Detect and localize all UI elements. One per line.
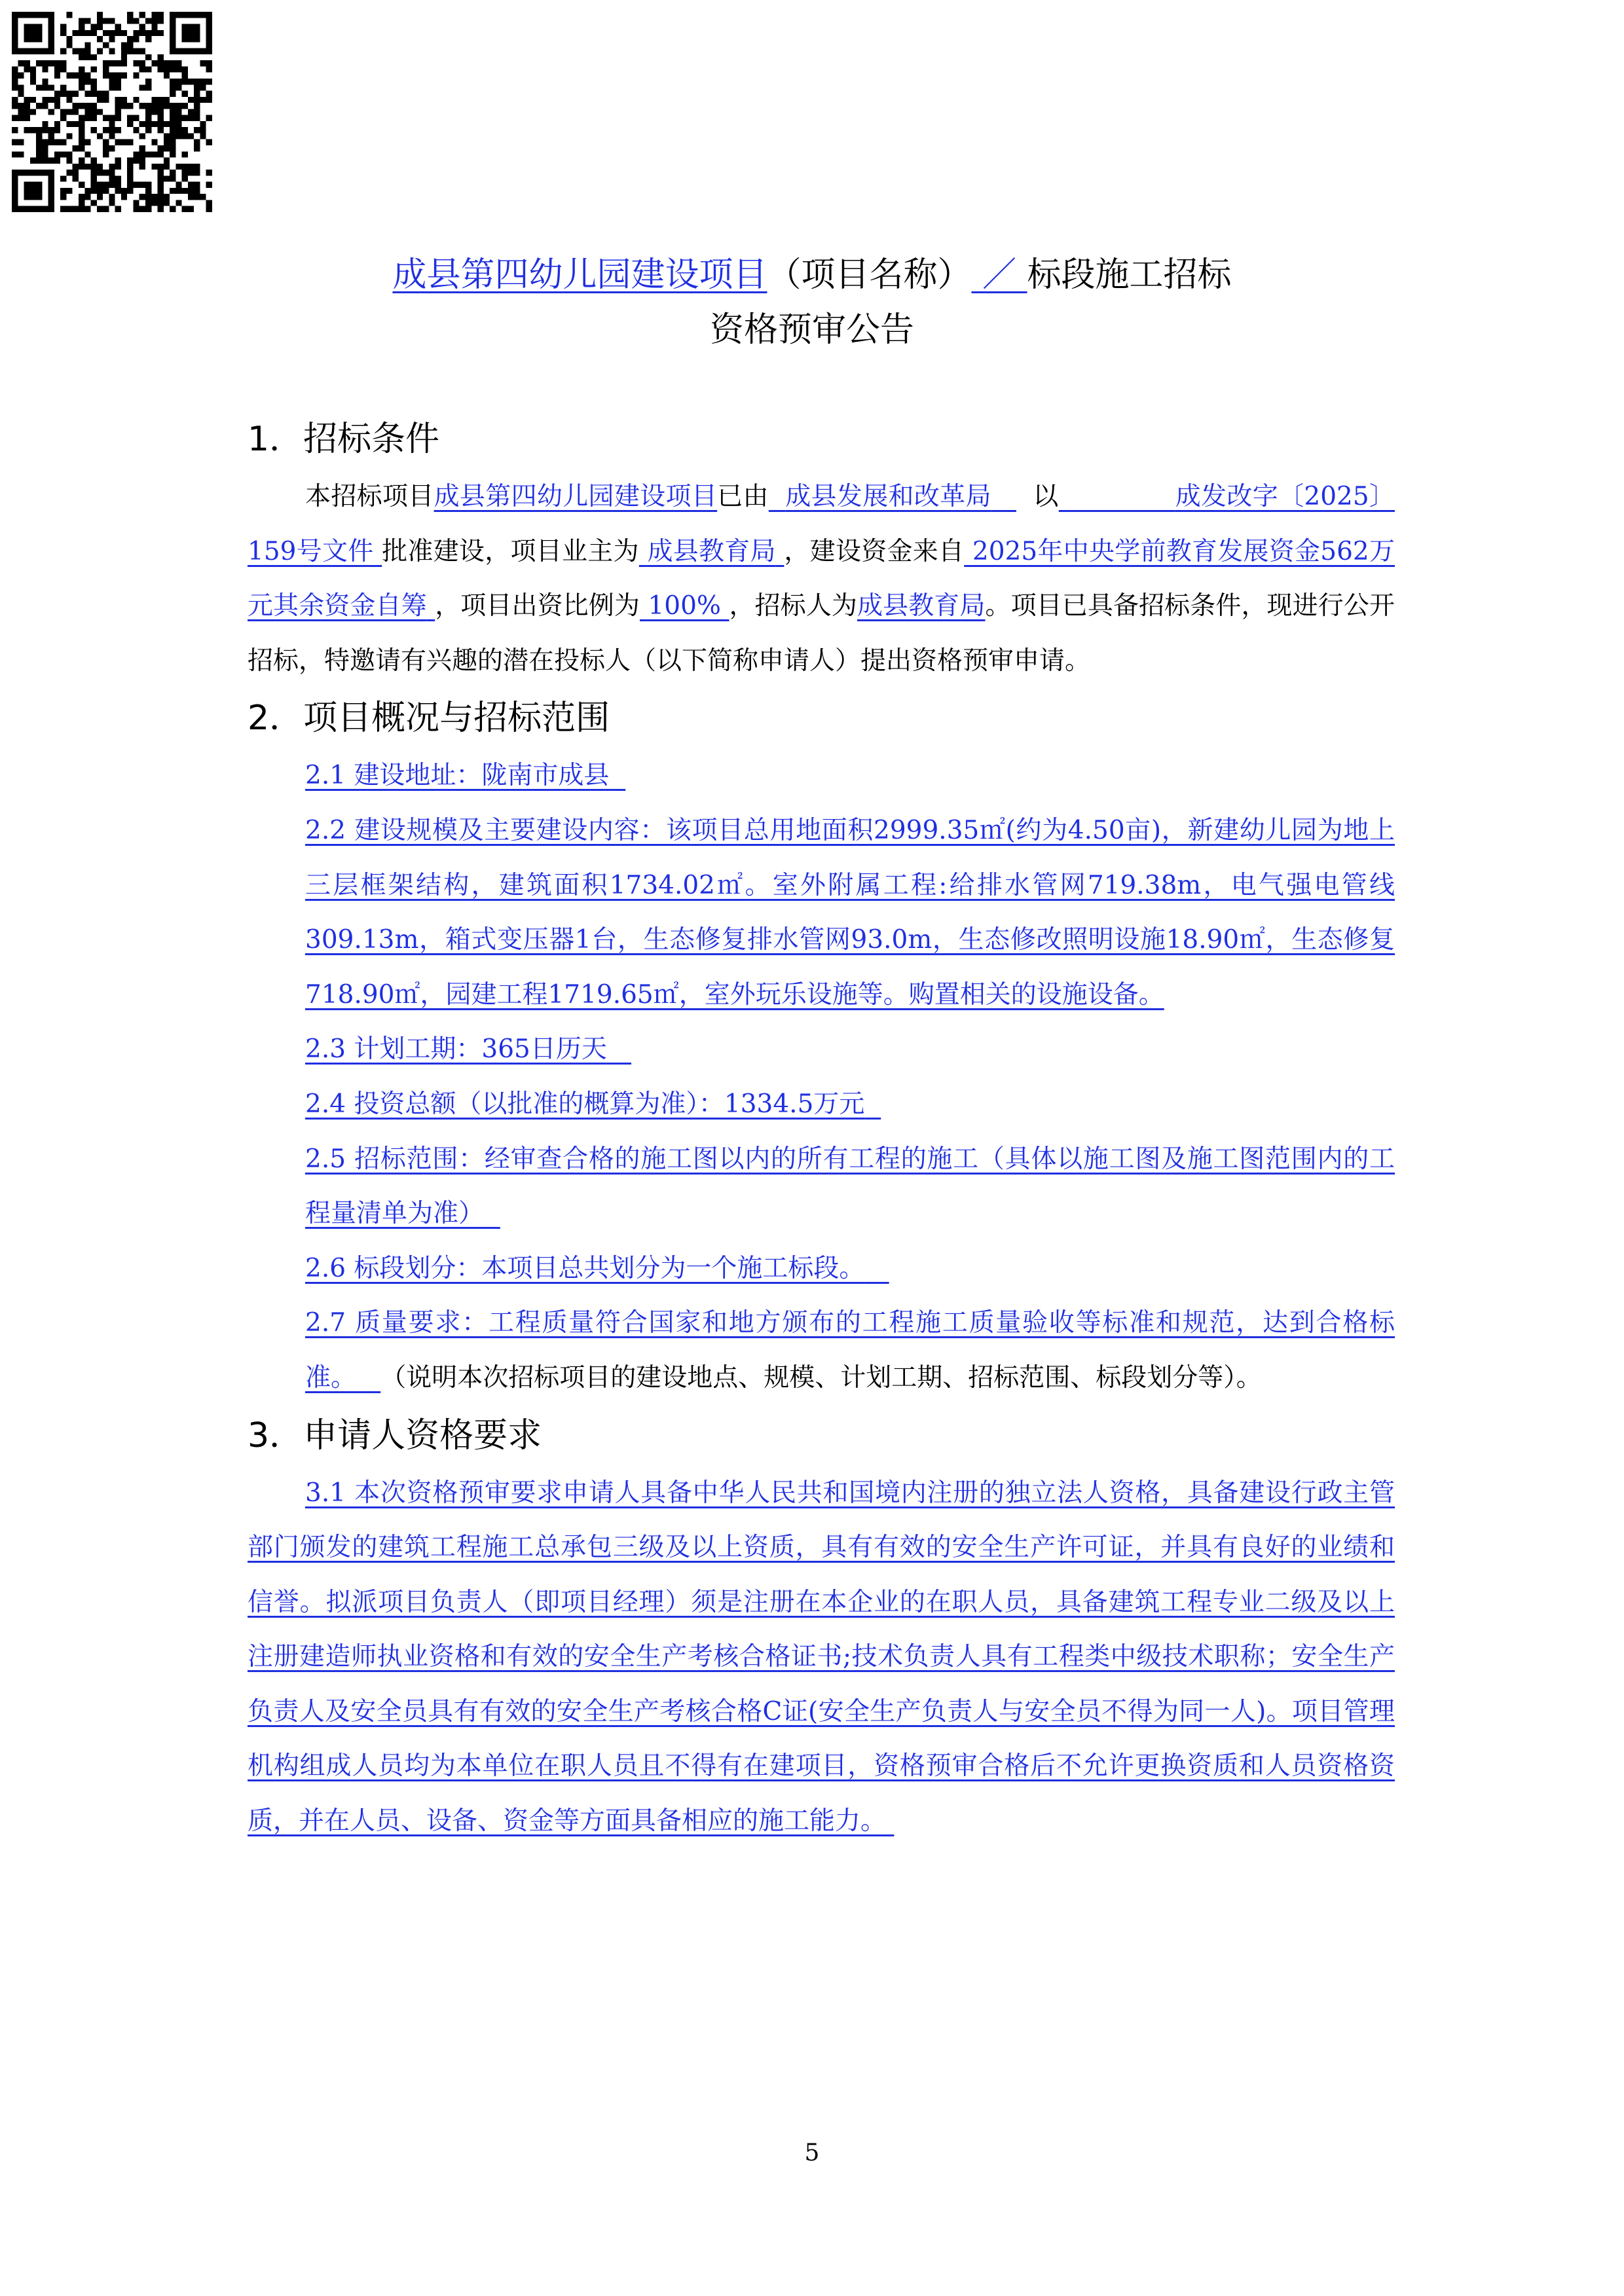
title-project-note: （项目名称） (767, 255, 972, 295)
title-section-suffix: 标段施工招标 (1027, 255, 1232, 295)
section-1-heading: 1．招标条件 (248, 420, 440, 459)
page-number: 5 (804, 2140, 820, 2166)
item-2-1: 2.1 建设地址：陇南市成县 (305, 761, 610, 791)
item-2-3: 2.3 计划工期：365日历天 (305, 1034, 607, 1065)
item-2-6: 2.6 标段划分：本项目总共划分为一个施工标段。 (305, 1253, 865, 1283)
title-section: ／ (982, 255, 1017, 295)
item-2-7: 2.7 质量要求：工程质量符合国家和地方颁布的工程施工质量验收等标准和规范，达到合格标准。 （说明本次招标项目的建设地点、规模、计划工期、招标范围、标段划分等）。 (305, 1308, 1395, 1393)
qr-code (12, 12, 212, 212)
section-2-heading: 2．项目概况与招标范围 (248, 699, 610, 738)
document-body (248, 409, 1395, 1849)
section-1-paragraph: 本招标项目成县第四幼儿园建设项目已由 成县发展和改革局 以 成发改字〔2025〕159号文件 批准建设，项目业主为 成县教育局 ，建设资金来自 2025年中央学前教育发展资金562万元其余资金自筹 ，项目出资比例为 100% ，招标人为成县教育局。项目已具备招标条件，现进行公开招标，特邀请有兴趣的潜在投标人（以下简称申请人）提出资格预审申请。 (248, 482, 1395, 676)
section-3-heading: 3．申请人资格要求 (248, 1415, 542, 1455)
document-title (0, 247, 1624, 357)
item-3-1: 3.1 本次资格预审要求申请人具备中华人民共和国境内注册的独立法人资格，具备建设行政主管部门颁发的建筑工程施工总承包三级及以上资质，具有有效的安全生产许可证，并具有良好的业绩和信誉。拟派项目负责人（即项目经理）须是注册在本企业的在职人员，具备建筑工程专业二级及以上注册建造师执业资格和有效的安全生产考核合格证书;技术负责人具有工程类中级技术职称；安全生产负责人及安全员具有有效的安全生产考核合格C证(安全生产负责人与安全员不得为同一人)。项目管理机构组成人员均为本单位在职人员且不得有在建项目，资格预审合格后不允许更换资质和人员资格资质，并在人员、设备、资金等方面具备相应的施工能力。 (248, 1478, 1395, 1836)
item-2-4: 2.4 投资总额（以批准的概算为准）：1334.5万元 (305, 1089, 865, 1119)
item-2-2: 2.2 建设规模及主要建设内容：该项目总用地面积2999.35㎡(约为4.50亩)，新建幼儿园为地上三层框架结构，建筑面积1734.02㎡。室外附属工程:给排水管网719.38m，电气强电管线309.13m，箱式变压器1台，生态修复排水管网93.0m，生态修改照明设施18.90㎡，生态修复718.90㎡，园建工程1719.65㎡，室外玩乐设施等。购置相关的设施设备。 (305, 815, 1395, 1010)
item-2-5: 2.5 招标范围：经审查合格的施工图以内的所有工程的施工（具体以施工图及施工图范围内的工程量清单为准） (305, 1144, 1395, 1229)
title-line-1 (0, 247, 1624, 302)
title-line-2: 资格预审公告 (709, 310, 914, 350)
title-project-name: 成县第四幼儿园建设项目 (392, 255, 767, 295)
